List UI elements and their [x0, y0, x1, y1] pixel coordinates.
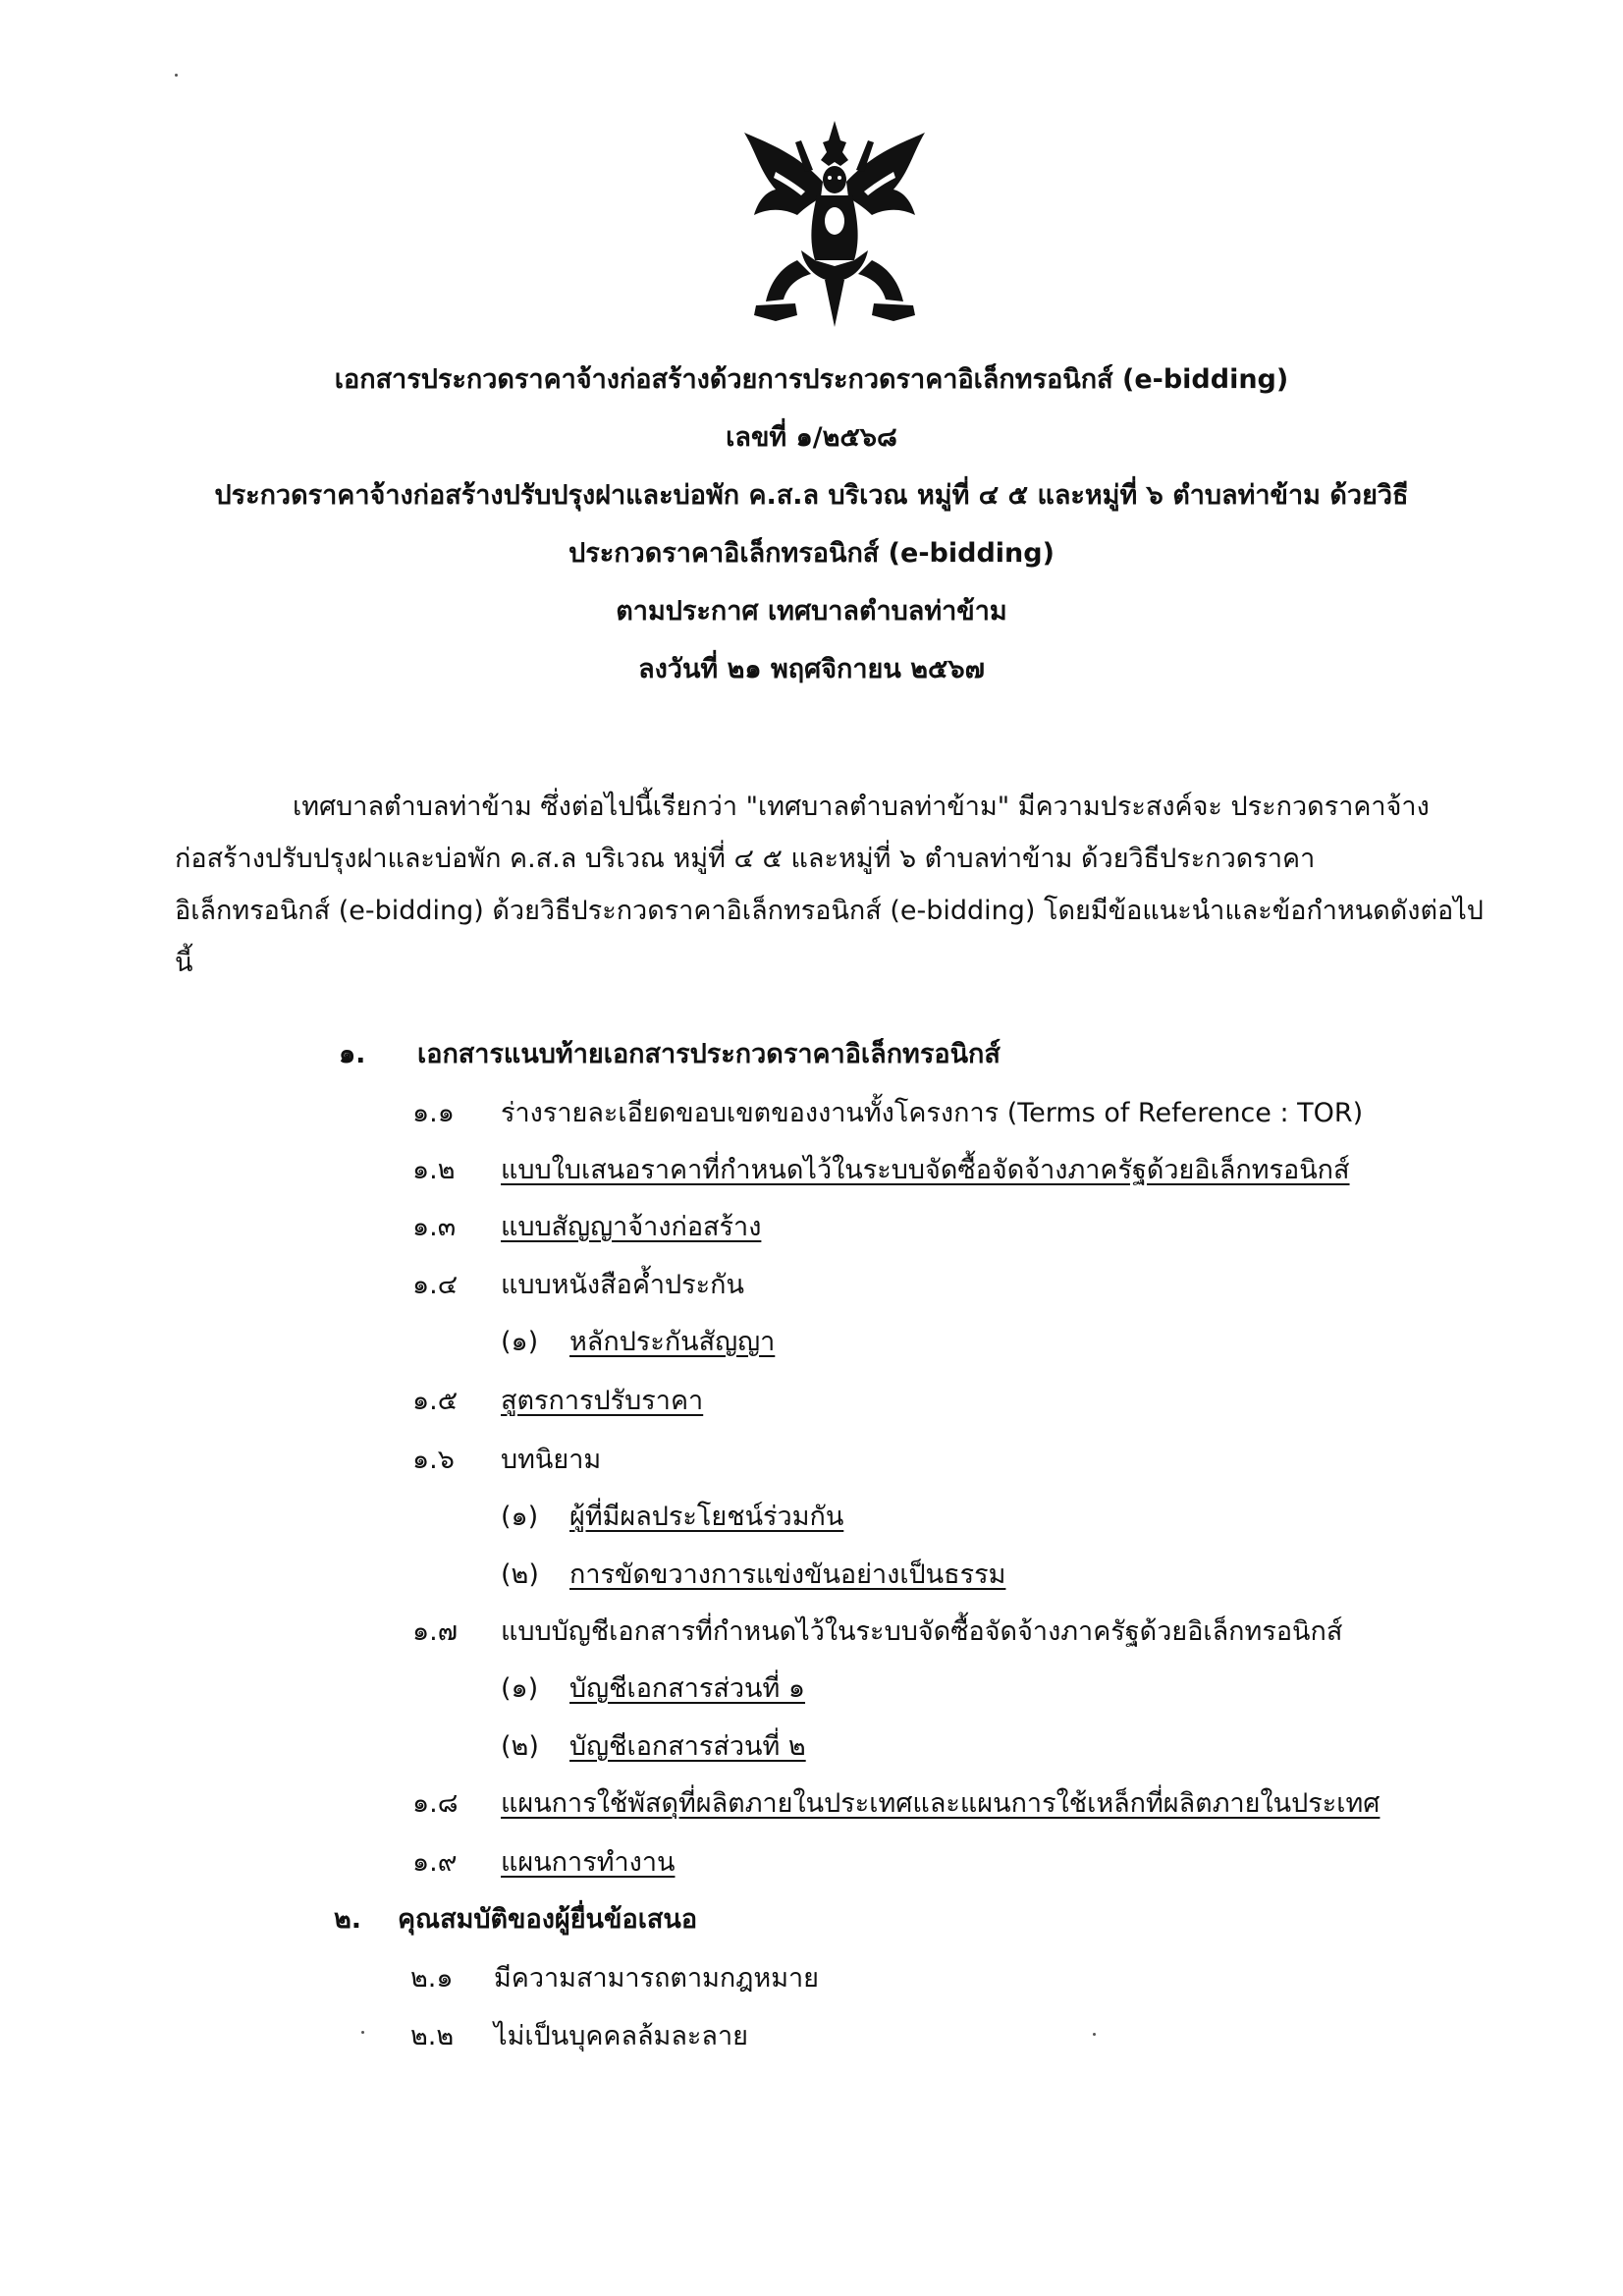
item-text: สูตรการปรับราคา — [501, 1386, 704, 1416]
item-text: แผนการทำงาน — [501, 1847, 676, 1878]
item-text: ไม่เป็นบุคคลล้มละลาย — [494, 2021, 748, 2051]
item-number: ๑.๘ — [412, 1788, 459, 1819]
item-text: มีความสามารถตามกฎหมาย — [494, 1963, 819, 1994]
item-text: การขัดขวางการแข่งขันอย่างเป็นธรรม — [569, 1559, 1006, 1590]
item-number: ๑.๗ — [412, 1616, 459, 1647]
intro-line-3: อิเล็กทรอนิกส์ (e-bidding) ด้วยวิธีประกวดราคาอิเล็กทรอนิกส์ (e-bidding) โดยมีข้อแนะนำและข้อกำหนดดังต่อไป — [175, 896, 1484, 926]
item-text: แบบบัญชีเอกสารที่กำหนดไว้ในระบบจัดซื้อจัดจ้างภาครัฐด้วยอิเล็กทรอนิกส์ — [501, 1616, 1343, 1647]
item-text: หลักประกันสัญญา — [569, 1327, 776, 1357]
item-text: ร่างรายละเอียดขอบเขตของงานทั้งโครงการ (Terms of Reference : TOR) — [501, 1098, 1364, 1128]
intro-line-4: นี้ — [175, 948, 193, 978]
item-text: แผนการใช้พัสดุที่ผลิตภายในประเทศและแผนการใช้เหล็กที่ผลิตภายในประเทศ — [501, 1788, 1380, 1819]
scan-speck — [1093, 2033, 1096, 2036]
item-number: ๒.๒ — [410, 2021, 455, 2051]
item-number: (๑) — [501, 1502, 539, 1532]
garuda-emblem-icon — [736, 113, 933, 334]
scan-speck — [175, 74, 178, 77]
item-number: ๑.๖ — [412, 1445, 455, 1475]
item-text: แบบหนังสือค้ำประกัน — [501, 1270, 744, 1300]
title-line-1: เอกสารประกวดราคาจ้างก่อสร้างด้วยการประกวดราคาอิเล็กทรอนิกส์ (e-bidding) — [334, 364, 1289, 395]
item-text: แบบใบเสนอราคาที่กำหนดไว้ในระบบจัดซื้อจัดจ้างภาครัฐด้วยอิเล็กทรอนิกส์ — [501, 1155, 1350, 1185]
item-number: ๑.๑ — [412, 1098, 455, 1128]
title-line-4: ประกวดราคาอิเล็กทรอนิกส์ (e-bidding) — [568, 538, 1055, 569]
item-number: (๒) — [501, 1559, 539, 1590]
item-text: บัญชีเอกสารส่วนที่ ๒ — [569, 1731, 806, 1762]
item-number: (๑) — [501, 1673, 539, 1704]
item-number: ๑.๙ — [412, 1847, 458, 1878]
item-text: บทนิยาม — [501, 1445, 602, 1475]
section-1-title: เอกสารแนบท้ายเอกสารประกวดราคาอิเล็กทรอนิกส์ — [417, 1039, 1001, 1069]
item-number: ๑.๔ — [412, 1270, 459, 1300]
item-number: ๑.๓ — [412, 1212, 457, 1242]
item-number: (๑) — [501, 1327, 539, 1357]
document-title-block — [0, 363, 1623, 711]
item-text: ผู้ที่มีผลประโยชน์ร่วมกัน — [569, 1502, 844, 1532]
intro-line-1: เทศบาลตำบลท่าข้าม ซึ่งต่อไปนี้เรียกว่า "เทศบาลตำบลท่าข้าม" มีความประสงค์จะ ประกวดราคาจ้าง — [293, 792, 1430, 822]
section-2-title: คุณสมบัติของผู้ยื่นข้อเสนอ — [398, 1904, 698, 1935]
intro-line-2: ก่อสร้างปรับปรุงฝาและบ่อพัก ค.ส.ล บริเวณ หมู่ที่ ๔ ๕ และหมู่ที่ ๖ ตำบลท่าข้าม ด้วยวิธีประกวดราคา — [175, 844, 1316, 874]
item-number: (๒) — [501, 1731, 539, 1762]
item-number: ๑.๕ — [412, 1386, 459, 1416]
section-1-number: ๑. — [339, 1039, 366, 1069]
item-number: ๑.๒ — [412, 1155, 456, 1185]
section-2-number: ๒. — [334, 1904, 362, 1935]
intro-paragraph — [175, 791, 1484, 999]
item-number: ๒.๑ — [410, 1963, 454, 1994]
announcement-date: ลงวันที่ ๒๑ พฤศจิกายน ๒๕๖๗ — [638, 654, 985, 684]
item-text: บัญชีเอกสารส่วนที่ ๑ — [569, 1673, 806, 1704]
scan-speck — [361, 2031, 364, 2034]
announcement-line: ตามประกาศ เทศบาลตำบลท่าข้าม — [616, 596, 1007, 627]
document-number: เลขที่ ๑/๒๕๖๘ — [726, 422, 897, 453]
title-line-3: ประกวดราคาจ้างก่อสร้างปรับปรุงฝาและบ่อพัก ค.ส.ล บริเวณ หมู่ที่ ๔ ๕ และหมู่ที่ ๖ ตำบลท่าข้าม ด้วยวิธี — [214, 480, 1409, 511]
item-text: แบบสัญญาจ้างก่อสร้าง — [501, 1212, 762, 1242]
